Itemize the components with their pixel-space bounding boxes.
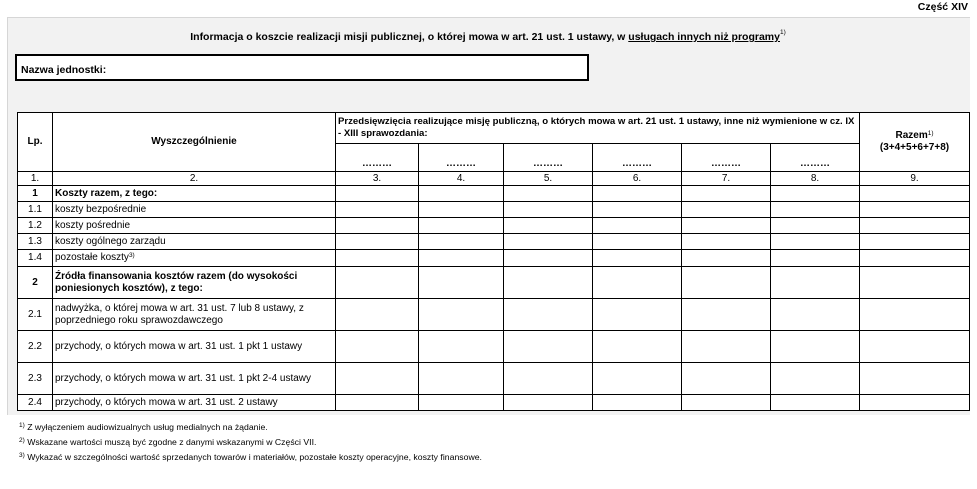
table-row (18, 234, 970, 250)
col-number: 7. (682, 172, 771, 186)
value-cell[interactable] (593, 218, 682, 234)
row-label (53, 363, 336, 395)
row-lp: 1.2 (18, 218, 53, 234)
footnote-3 (19, 452, 482, 463)
value-cell[interactable] (593, 186, 682, 202)
value-cell[interactable] (419, 202, 504, 218)
value-cell[interactable] (682, 202, 771, 218)
column-number-row (18, 172, 970, 186)
value-cell[interactable] (682, 267, 771, 299)
footnote-text: Wskazane wartości muszą być zgodne z danymi wskazanymi w Części VII. (27, 437, 317, 447)
value-cell[interactable] (419, 186, 504, 202)
table-row (18, 186, 970, 202)
row-label-text: Źródła finansowania kosztów razem (do wysokości poniesionych kosztów), z tego: (55, 270, 298, 294)
value-cell[interactable] (336, 395, 419, 411)
value-cell[interactable] (504, 202, 593, 218)
row-label-text: koszty ogólnego zarządu (55, 235, 166, 247)
value-cell[interactable] (593, 250, 682, 267)
header-total (860, 113, 970, 172)
table-row (18, 363, 970, 395)
value-cell[interactable] (336, 202, 419, 218)
row-lp: 2.4 (18, 395, 53, 411)
value-cell[interactable] (682, 395, 771, 411)
total-ref: 1) (927, 130, 934, 137)
value-cell[interactable] (336, 267, 419, 299)
unit-name-label: Nazwa jednostki: (21, 64, 107, 76)
value-cell[interactable] (504, 267, 593, 299)
table-row (18, 202, 970, 218)
value-cell[interactable] (504, 186, 593, 202)
footnote-text: Z wyłączeniem audiowizualnych usług medialnych na żądanie. (27, 422, 268, 432)
table-row (18, 250, 970, 267)
unit-name-field[interactable] (15, 54, 589, 81)
row-lp: 2.3 (18, 363, 53, 395)
value-cell[interactable] (419, 250, 504, 267)
row-label (53, 395, 336, 411)
row-label (53, 202, 336, 218)
row-footnote-ref: 3) (128, 252, 135, 259)
row-label-text: przychody, o których mowa w art. 31 ust. 1 pkt 1 ustawy (55, 340, 303, 352)
value-cell[interactable] (593, 234, 682, 250)
part-label: Część XIV (917, 1, 968, 13)
value-cell[interactable] (593, 363, 682, 395)
value-cell[interactable] (860, 186, 970, 202)
value-cell[interactable] (419, 299, 504, 331)
value-cell[interactable] (419, 267, 504, 299)
row-lp: 1.3 (18, 234, 53, 250)
value-cell[interactable] (860, 218, 970, 234)
page-title (7, 31, 969, 43)
row-label-text: nadwyżka, o której mowa w art. 31 ust. 7 lub 8 ustawy, z poprzedniego roku sprawozdawczego (55, 302, 304, 326)
value-cell[interactable] (860, 202, 970, 218)
row-label-text: przychody, o których mowa w art. 31 ust. 2 ustawy (55, 396, 278, 408)
project-name-field[interactable]: ……… (771, 144, 860, 172)
value-cell[interactable] (593, 331, 682, 363)
row-label (53, 218, 336, 234)
title-footnote-ref: 1) (779, 29, 786, 36)
project-name-field[interactable]: ……… (504, 144, 593, 172)
col-number: 6. (593, 172, 682, 186)
row-label (53, 267, 336, 299)
col-number: 9. (860, 172, 970, 186)
value-cell[interactable] (593, 395, 682, 411)
row-label-text: koszty bezpośrednie (55, 203, 147, 215)
value-cell[interactable] (771, 250, 860, 267)
value-cell[interactable] (419, 363, 504, 395)
value-cell[interactable] (419, 218, 504, 234)
value-cell[interactable] (336, 186, 419, 202)
project-name-field[interactable]: ……… (682, 144, 771, 172)
value-cell[interactable] (682, 363, 771, 395)
project-name-field[interactable]: ……… (419, 144, 504, 172)
row-lp: 2.1 (18, 299, 53, 331)
footnote-ref: 2) (19, 437, 25, 444)
col-number: 8. (771, 172, 860, 186)
value-cell[interactable] (504, 218, 593, 234)
value-cell[interactable] (504, 331, 593, 363)
footnote-1 (19, 422, 268, 433)
header-description: Wyszczególnienie (53, 113, 336, 172)
value-cell[interactable] (682, 218, 771, 234)
footnote-text: Wykazać w szczególności wartość sprzedanych towarów i materiałów, pozostałe koszty operacyjne, koszty finansowe. (27, 452, 482, 462)
header-lp: Lp. (18, 113, 53, 172)
value-cell[interactable] (860, 267, 970, 299)
value-cell[interactable] (336, 250, 419, 267)
row-lp: 1 (18, 186, 53, 202)
value-cell[interactable] (504, 395, 593, 411)
value-cell[interactable] (771, 299, 860, 331)
cost-table (17, 112, 970, 411)
value-cell[interactable] (860, 250, 970, 267)
value-cell[interactable] (504, 234, 593, 250)
value-cell[interactable] (336, 234, 419, 250)
row-lp: 2 (18, 267, 53, 299)
col-number: 3. (336, 172, 419, 186)
project-name-field[interactable]: ……… (593, 144, 682, 172)
row-label (53, 234, 336, 250)
value-cell[interactable] (860, 299, 970, 331)
row-lp: 2.2 (18, 331, 53, 363)
value-cell[interactable] (682, 331, 771, 363)
row-label (53, 331, 336, 363)
total-formula: (3+4+5+6+7+8) (879, 142, 950, 153)
header-projects: Przedsięwzięcia realizujące misję publiczną, o których mowa w art. 21 ust. 1 ustawy, inne niż wymienione w cz. IX - XIII sprawozdania: (336, 113, 860, 144)
value-cell[interactable] (504, 250, 593, 267)
row-label (53, 299, 336, 331)
total-label: Razem (895, 130, 928, 141)
value-cell[interactable] (860, 363, 970, 395)
value-cell[interactable] (336, 331, 419, 363)
value-cell[interactable] (419, 234, 504, 250)
footnote-ref: 1) (19, 422, 25, 429)
value-cell[interactable] (860, 395, 970, 411)
table-row (18, 299, 970, 331)
value-cell[interactable] (682, 234, 771, 250)
value-cell[interactable] (504, 299, 593, 331)
row-label (53, 250, 336, 267)
col-number: 5. (504, 172, 593, 186)
row-label-text: koszty pośrednie (55, 219, 131, 231)
value-cell[interactable] (504, 363, 593, 395)
value-cell[interactable] (419, 331, 504, 363)
col-number: 2. (53, 172, 336, 186)
col-number: 4. (419, 172, 504, 186)
row-lp: 1.1 (18, 202, 53, 218)
value-cell[interactable] (593, 299, 682, 331)
table-row (18, 267, 970, 299)
value-cell[interactable] (860, 234, 970, 250)
project-name-field[interactable]: ……… (336, 144, 419, 172)
value-cell[interactable] (682, 299, 771, 331)
col-number: 1. (18, 172, 53, 186)
title-main: Informacja o koszcie realizacji misji publicznej, o której mowa w art. 21 ust. 1 ustawy, w (190, 31, 626, 43)
row-label-text: Koszty razem, z tego: (55, 187, 158, 199)
value-cell[interactable] (771, 331, 860, 363)
row-label-text: przychody, o których mowa w art. 31 ust. 1 pkt 2-4 ustawy (55, 372, 312, 384)
footnote-ref: 3) (19, 452, 25, 459)
value-cell[interactable] (419, 395, 504, 411)
footnote-2 (19, 437, 316, 448)
value-cell[interactable] (682, 186, 771, 202)
table-row (18, 395, 970, 411)
value-cell[interactable] (336, 218, 419, 234)
value-cell[interactable] (682, 250, 771, 267)
value-cell[interactable] (336, 363, 419, 395)
value-cell[interactable] (771, 218, 860, 234)
row-label-text: pozostałe koszty (55, 252, 129, 263)
value-cell[interactable] (593, 202, 682, 218)
row-label (53, 186, 336, 202)
value-cell[interactable] (336, 299, 419, 331)
value-cell[interactable] (771, 363, 860, 395)
value-cell[interactable] (771, 395, 860, 411)
value-cell[interactable] (860, 331, 970, 363)
value-cell[interactable] (771, 267, 860, 299)
value-cell[interactable] (771, 234, 860, 250)
value-cell[interactable] (771, 202, 860, 218)
title-underlined: usługach innych niż programy (628, 31, 780, 43)
table-row (18, 218, 970, 234)
table-row (18, 331, 970, 363)
value-cell[interactable] (593, 267, 682, 299)
value-cell[interactable] (771, 186, 860, 202)
row-lp: 1.4 (18, 250, 53, 267)
